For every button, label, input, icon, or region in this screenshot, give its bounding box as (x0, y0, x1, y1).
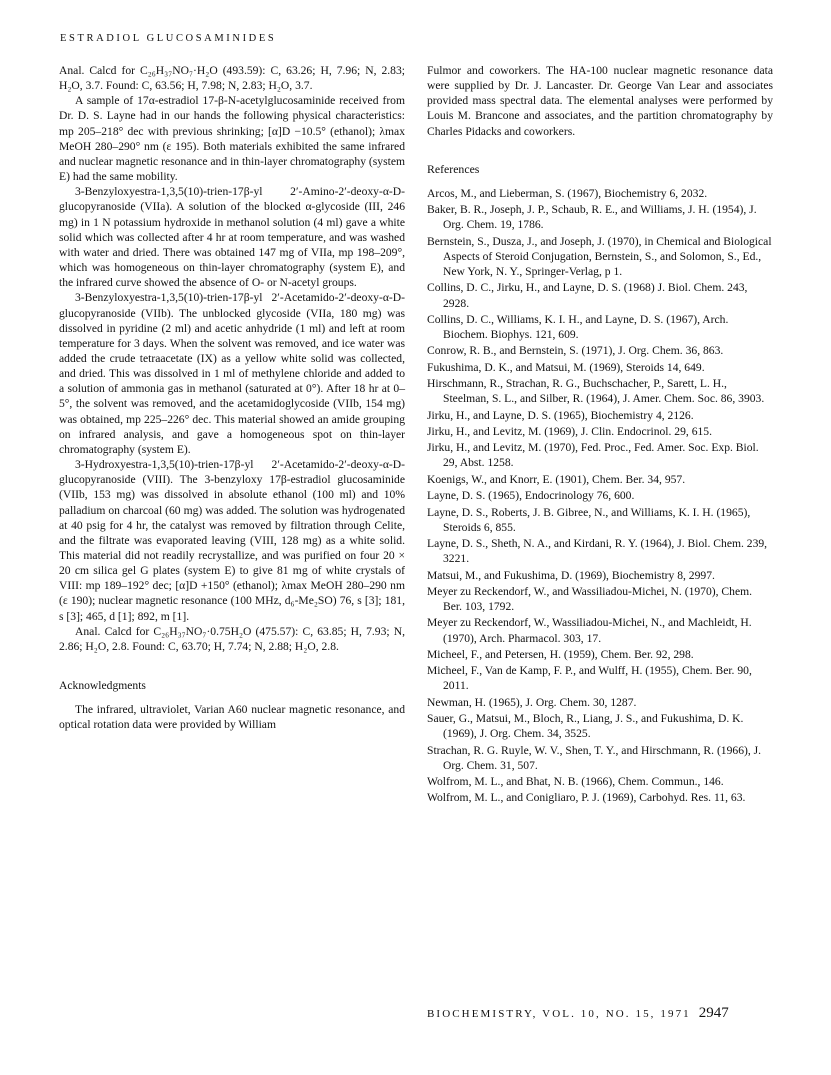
references-heading: References (427, 161, 480, 176)
reference-item: Jirku, H., and Levitz, M. (1969), J. Clin. Endocrinol. 29, 615. (427, 424, 712, 438)
reference-item: Jirku, H., and Layne, D. S. (1965), Biochemistry 4, 2126. (427, 408, 694, 422)
running-head: ESTRADIOL GLUCOSAMINIDES (60, 33, 277, 44)
reference-item: Matsui, M., and Fukushima, D. (1969), Biochemistry 8, 2997. (427, 568, 715, 582)
left-column (59, 63, 405, 733)
reference-item: Sauer, G., Matsui, M., Bloch, R., Liang, J. S., and Fukushima, D. K. (1969), J. Org. Chem. 34, 3525. (427, 712, 744, 741)
page-footer (427, 1005, 775, 1022)
reference-item: Wolfrom, M. L., and Bhat, N. B. (1966), Chem. Commun., 146. (427, 775, 724, 789)
acknowledgments-heading: Acknowledgments (59, 679, 146, 693)
reference-item: Baker, B. R., Joseph, J. P., Schaub, R. E., and Williams, J. H. (1954), J. Org. Chem. 19, 1786. (427, 203, 757, 232)
paragraph-viii-synthesis: 3-Hydroxyestra-1,3,5(10)-trien-17β-yl 2′-Acetamido-2′-deoxy-α-D-glucopyranoside (VIII). The 3-benzyloxy 17β-estradiol glucosaminide (VIIb, 153 mg) was dissolved in absolute ethanol (100 ml) and 10% palladium on charcoal (60 mg) was added. The solution was hydrogenated at 40 psig for 4 hr, the catalyst was removed by filtration through Celite, and the filtrate was evaporated leaving (VIII, 128 mg) as a white solid. This material did not readily recrystallize, and was purified on four 20 × 20 cm silica gel G plates (system E) to give 81 mg of white crystals of VIII: mp 189–192° dec; [α]D +150° (ethanol); λmax MeOH 280–290 nm (ε 190); nuclear magnetic resonance (100 MHz, d₆-Me₂SO) 76, s [3]; 181, s [3]; 465, d [1]; 892, m [1]. (59, 458, 405, 623)
page-number: 2947 (698, 1005, 729, 1021)
reference-item: Micheel, F., and Petersen, H. (1959), Chem. Ber. 92, 298. (427, 647, 694, 661)
right-column (427, 63, 773, 806)
reference-item: Meyer zu Reckendorf, W., Wassiliadou-Michei, N., and Machleidt, H. (1970), Arch. Pharmacol. 303, 17. (427, 616, 752, 645)
reference-item: Layne, D. S., Sheth, N. A., and Kirdani, R. Y. (1964), J. Biol. Chem. 239, 3221. (427, 537, 768, 566)
reference-item: Collins, D. C., Williams, K. I. H., and Layne, D. S. (1967), Arch. Biochem. Biophys. 121, 609. (427, 312, 729, 342)
reference-list (427, 186, 773, 806)
analysis-paragraph-2: Anal. Calcd for C₂₆H₃₇NO₇·0.75H₂O (475.57): C, 63.85; H, 7.93; N, 2.86; H₂O, 2.8. Found: C, 63.70; H, 7.74; N, 2.88; H₂O, 2.8. (59, 624, 405, 653)
reference-item: Strachan, R. G. Ruyle, W. V., Shen, T. Y., and Hirschmann, R. (1966), J. Org. Chem. 31, 507. (427, 743, 762, 772)
reference-item: Meyer zu Reckendorf, W., and Wassiliadou-Michei, N. (1970), Chem. Ber. 103, 1792. (427, 584, 753, 613)
reference-item: Conrow, R. B., and Bernstein, S. (1971), J. Org. Chem. 36, 863. (427, 344, 724, 358)
acknowledgments-text-2: Fulmor and coworkers. The HA-100 nuclear magnetic resonance data were supplied by Dr. J. Lancaster. Dr. George Van Lear and associates provided mass spectral data. The elemental analyses were performed by Louis M. Brancone and associates, and the partition chromatography by Charles Pidacks and coworkers. (427, 64, 773, 138)
journal-citation: BIOCHEMISTRY, VOL. 10, NO. 15, 1971 (427, 1008, 691, 1020)
paragraph-17alpha-sample: A sample of 17α-estradiol 17-β-N-acetylglucosaminide received from Dr. D. S. Layne had in our hands the following physical characteristics: mp 205–218° dec with previous shrinking; [α]D −10.5° (ethanol); λmax MeOH 280–290° nm (ε 195). Both materials exhibited the same infrared and nuclear magnetic resonance and in thin-layer chromatography (system E) had the same mobility. (59, 94, 405, 184)
paragraph-viib-synthesis: 3-Benzyloxyestra-1,3,5(10)-trien-17β-yl 2′-Acetamido-2′-deoxy-α-D-glucopyranoside (VIIb). The unblocked glycoside (VIIa, 180 mg) was dissolved in pyridine (2 ml) and acetic anhydride (1 ml) and left at room temperature for 3 days. When the solvent was removed, and ice water was added the crude tetraacetate (IX) as a yellow white solid was collected, and dried. This was dissolved in 1 ml of methylene chloride and added to a solution of ammonia gas in methanol (saturated at 0°). After 18 hr at 0–5°, the solvent was removed, and the acetamidoglycoside (VIIb, 154 mg) was obtained, mp 225–226° dec. This material showed an amide grouping on infrared analysis, and gave a homogeneous spot on thin-layer chromatography (system E). (59, 291, 405, 456)
paragraph-viia-synthesis: 3-Benzyloxyestra-1,3,5(10)-trien-17β-yl 2′-Amino-2′-deoxy-α-D-glucopyranoside (VIIa). A solution of the blocked α-glycoside (III, 246 mg) in 1 N potassium hydroxide in methanol solution (4 ml) gave a white solid which was collected after 4 hr at room temperature, and was washed with water and dried. There was obtained 147 mg of VIIa, mp 198–209°, which was homogeneous on thin-layer chromatography (system E), and the infrared curve showed the absence of O- or N-acetyl groups. (59, 185, 405, 290)
reference-item: Arcos, M., and Lieberman, S. (1967), Biochemistry 6, 2032. (427, 186, 708, 200)
analysis-paragraph-1: Anal. Calcd for C₂₆H₃₇NO₇·H₂O (493.59): C, 63.26; H, 7.96; N, 2.83; H₂O, 3.7. Found: C, 63.56; H, 7.98; N, 2.83; H₂O, 3.7. (59, 64, 405, 93)
reference-item: Layne, D. S., Roberts, J. B. Gibree, N., and Williams, K. I. H. (1965), Steroids 6, 855. (427, 505, 751, 534)
reference-item: Newman, H. (1965), J. Org. Chem. 30, 1287. (427, 695, 637, 709)
acknowledgments-text-1: The infrared, ultraviolet, Varian A60 nuclear magnetic resonance, and optical rotation data were provided by William (59, 703, 405, 732)
reference-item: Layne, D. S. (1965), Endocrinology 76, 600. (427, 489, 635, 503)
reference-item: Hirschmann, R., Strachan, R. G., Buchschacher, P., Sarett, L. H., Steelman, S. L., and Silber, R. (1964), J. Amer. Chem. Soc. 86, 3903. (427, 377, 765, 406)
reference-item: Fukushima, D. K., and Matsui, M. (1969), Steroids 14, 649. (427, 360, 705, 374)
reference-item: Micheel, F., Van de Kamp, F. P., and Wulff, H. (1955), Chem. Ber. 90, 2011. (427, 664, 752, 693)
reference-item: Koenigs, W., and Knorr, E. (1901), Chem. Ber. 34, 957. (427, 472, 686, 486)
reference-item: Collins, D. C., Jirku, H., and Layne, D. S. (1968) J. Biol. Chem. 243, 2928. (427, 281, 748, 310)
reference-item: Wolfrom, M. L., and Conigliaro, P. J. (1969), Carbohyd. Res. 11, 63. (427, 791, 746, 805)
reference-item: Jirku, H., and Levitz, M. (1970), Fed. Proc., Fed. Amer. Soc. Exp. Biol. 29, Abst. 1258. (427, 441, 759, 470)
reference-item: Bernstein, S., Dusza, J., and Joseph, J. (1970), in Chemical and Biological Aspects of Steroid Conjugation, Bernstein, S., and Solomon, S., Ed., New York, N. Y., Springer-Verlag, p 1. (427, 234, 772, 279)
